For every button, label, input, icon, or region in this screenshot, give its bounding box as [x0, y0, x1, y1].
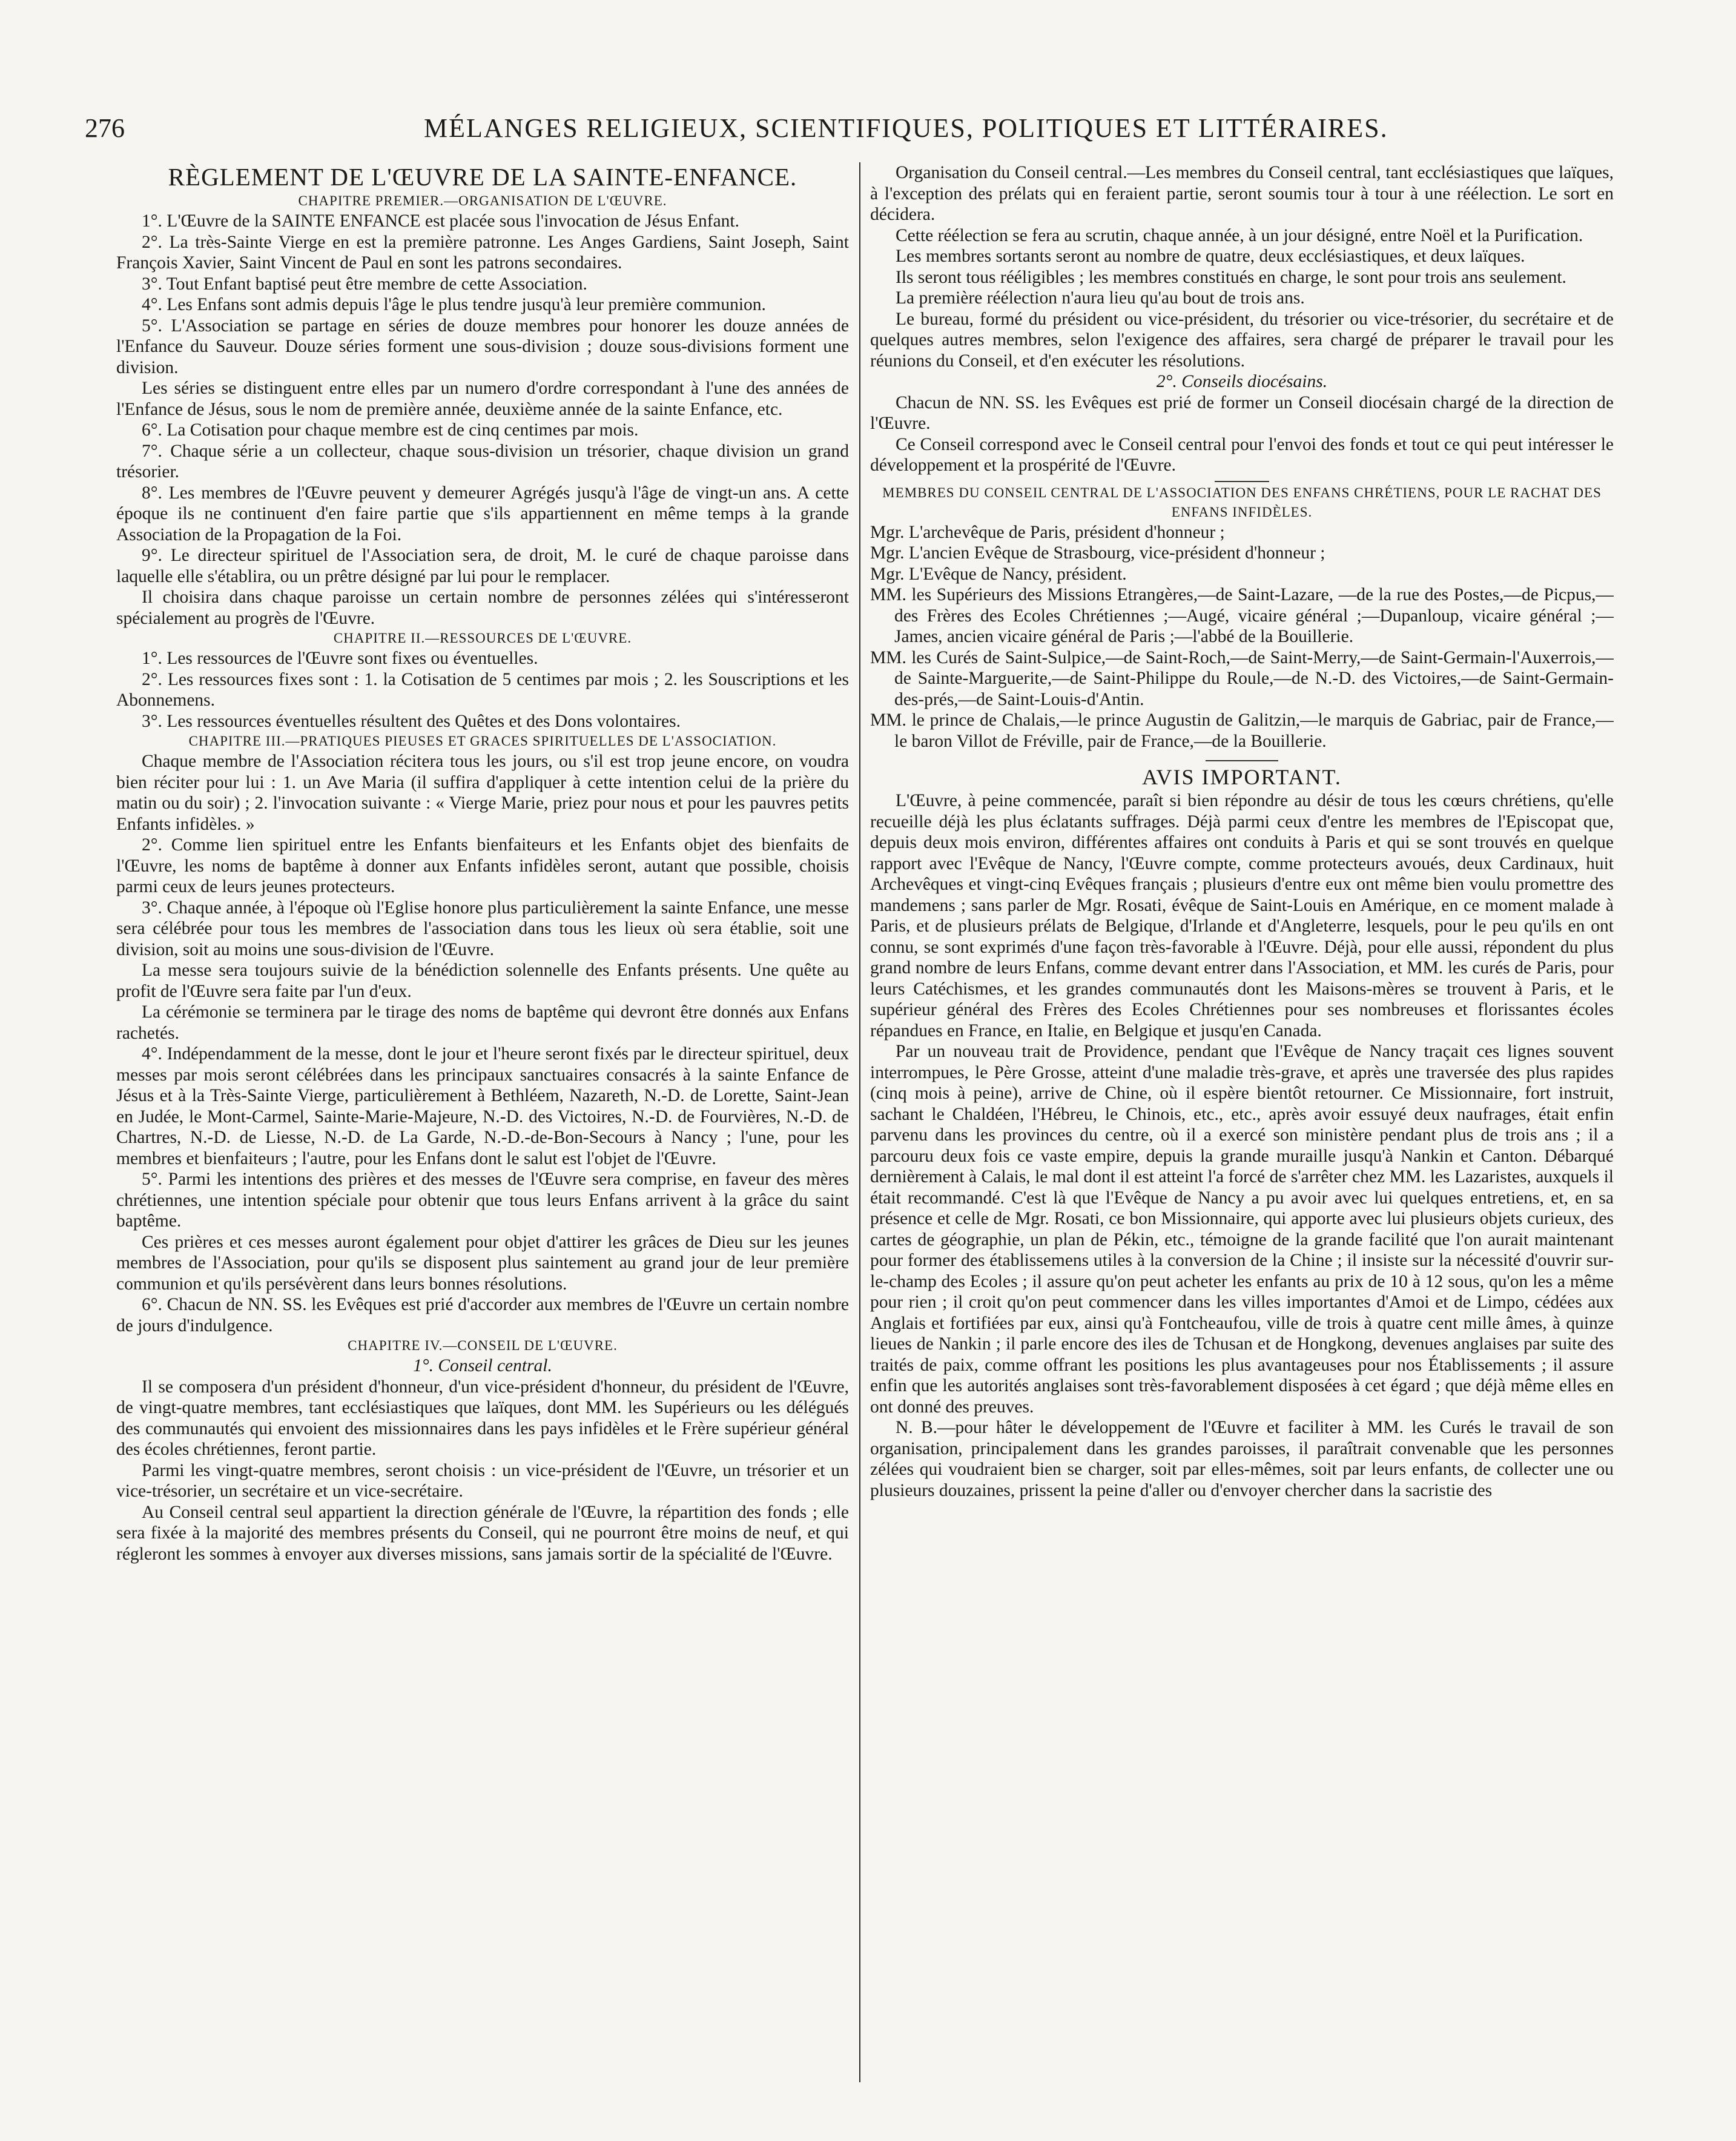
paragraph: 5°. L'Association se partage en séries de douze membres pour honorer les douze années de l'Enfance du Sauveur. Douze séries forment une sous-division ; douze sous-divisions forment une division. — [116, 316, 849, 377]
notice-heading: AVIS IMPORTANT. — [1142, 765, 1342, 789]
paragraph: 3°. Chaque année, à l'époque où l'Eglise honore plus particulièrement la sainte Enfance, une messe sera célébrée pour tous les membres de l'association dans tous les lieux où sera établie, soit une division, soit au moins une sous-division de l'Œuvre. — [116, 898, 849, 959]
paragraph: Cette réélection se fera au scrutin, chaque année, à un jour désigné, entre Noël et la Purification. — [896, 225, 1583, 245]
paragraph: Il choisira dans chaque paroisse un certain nombre de personnes zélées qui s'intéresseront spécialement au progrès de l'Œuvre. — [116, 587, 849, 628]
paragraph: 2°. Les ressources fixes sont : 1. la Cotisation de 5 centimes par mois ; 2. les Souscriptions et les Abonnemens. — [116, 669, 849, 710]
chapter-heading: CHAPITRE II.—RESSOURCES DE L'ŒUVRE. — [333, 630, 632, 646]
paragraph: 5°. Parmi les intentions des prières et des messes de l'Œuvre sera comprise, en faveur des mères chrétiennes, une intention spéciale pour obtenir que tous leurs Enfans arrivent à la grâce du saint baptême. — [116, 1170, 849, 1231]
paragraph: 6°. La Cotisation pour chaque membre est de cinq centimes par mois. — [142, 420, 639, 440]
right-column — [870, 162, 1614, 2082]
paragraph: Au Conseil central seul appartient la direction générale de l'Œuvre, la répartition des fonds ; elle sera fixée à la majorité des membres présents du Conseil, qui ne pourront être moins de neuf, et qui régleront les sommes à envoyer aux diverses missions, sans jamais sortir de la spécialité de l'Œuvre. — [116, 1502, 849, 1564]
page-header — [85, 113, 1659, 149]
paragraph: 2°. La très-Sainte Vierge en est la première patronne. Les Anges Gardiens, Saint Joseph, Saint François Xavier, Saint Vincent de Paul en sont les patrons secondaires. — [116, 232, 849, 273]
paragraph: La messe sera toujours suivie de la bénédiction solennelle des Enfants présents. Une quête au profit de l'Œuvre sera faite par l'un d'eux. — [116, 961, 849, 1001]
subheading: 2°. Conseils diocésains. — [1156, 372, 1328, 391]
paragraph: 1°. Les ressources de l'Œuvre sont fixes ou éventuelles. — [142, 649, 538, 668]
paragraph: 6°. Chacun de NN. SS. les Evêques est prié d'accorder aux membres de l'Œuvre un certain nombre de jours d'indulgence. — [116, 1295, 849, 1335]
paragraph: Chacun de NN. SS. les Evêques est prié de former un Conseil diocésain chargé de la direction de l'Œuvre. — [870, 392, 1614, 433]
paragraph: 3°. Les ressources éventuelles résultent des Quêtes et des Dons volontaires. — [142, 711, 681, 731]
paragraph: La cérémonie se terminera par le tirage des noms de baptême qui devront être donnés aux Enfans rachetés. — [116, 1002, 849, 1043]
paragraph: 7°. Chaque série a un collecteur, chaque sous-division un trésorier, chaque division un grand trésorier. — [116, 441, 849, 481]
paragraph: Il se composera d'un président d'honneur, d'un vice-président d'honneur, du président de l'Œuvre, de vingt-quatre membres, tant ecclésiastiques que laïques, dont MM. les Supérieurs ou les délégués des communautés qui envoient des missionnaires dans les pays infidèles et le Frère supérieur général des écoles chrétiennes, feront partie. — [116, 1377, 849, 1459]
paragraph: N. B.—pour hâter le développement de l'Œuvre et faciliter à MM. les Curés le travail de son organisation, principalement dans les grandes paroisses, il paraîtrait convenable que les personnes zélées qui voudraient bien se charger, soit par elles-mêmes, soit par leurs enfants, de collecter une ou plusieurs douzaines, prissent la peine d'aller ou d'envoyer chercher dans la sacristie des — [870, 1418, 1614, 1500]
paragraph: Ils seront tous rééligibles ; les membres constitués en charge, le sont pour trois ans seulement. — [896, 267, 1566, 287]
paragraph: 2°. Comme lien spirituel entre les Enfants bienfaiteurs et les Enfants objet des bienfaits de l'Œuvre, les noms de baptême à donner aux Enfants infidèles seront, autant que possible, choisis parmi ceux de leurs jeunes protecteurs. — [116, 835, 849, 896]
paragraph: La première réélection n'aura lieu qu'au bout de trois ans. — [896, 288, 1305, 308]
paragraph: 4°. Les Enfans sont admis depuis l'âge le plus tendre jusqu'à leur première communion. — [142, 295, 766, 314]
left-column — [116, 162, 849, 2082]
section-rule — [1215, 481, 1269, 482]
member-entry: MM. le prince de Chalais,—le prince Augustin de Galitzin,—le marquis de Gabriac, pair de France,—le baron Villot de Fréville, pair de France,—de la Bouillerie. — [870, 710, 1614, 751]
paragraph: Ce Conseil correspond avec le Conseil central pour l'envoi des fonds et tout ce qui peut intéresser le développement et la prospérité de l'Œuvre. — [870, 434, 1614, 475]
article-title: RÈGLEMENT DE L'ŒUVRE DE LA SAINTE-ENFANCE. — [168, 163, 797, 191]
paragraph: Parmi les vingt-quatre membres, seront choisis : un vice-président de l'Œuvre, un trésorier et un vice-trésorier, un secrétaire et un vice-secrétaire. — [116, 1460, 849, 1501]
paragraph: 8°. Les membres de l'Œuvre peuvent y demeurer Agrégés jusqu'à l'âge de vingt-un ans. A cette époque ils ne continuent d'en faire partie que s'ils appartiennent en même temps à la grande Association de la Propagation de la Foi. — [116, 483, 849, 544]
member-entry: MM. les Supérieurs des Missions Etrangères,—de Saint-Lazare, —de la rue des Postes,—de Picpus,—des Frères des Ecoles Chrétiennes ;—Augé, vicaire général ;—Dupanloup, vicaire général ;—James, ancien vicaire général de Paris ;—l'abbé de la Bouillerie. — [870, 585, 1614, 646]
member-entry: Mgr. L'archevêque de Paris, président d'honneur ; — [870, 522, 1225, 542]
paragraph: Le bureau, formé du président ou vice-président, du trésorier ou vice-trésorier, du secrétaire et de quelques autres membres, selon l'exigence des affaires, sera chargé de préparer le travail pour les réunions du Conseil, et d'en exécuter les résolutions. — [870, 309, 1614, 371]
paragraph: 1°. L'Œuvre de la SAINTE ENFANCE est placée sous l'invocation de Jésus Enfant. — [142, 211, 739, 231]
paragraph: 4°. Indépendamment de la messe, dont le jour et l'heure seront fixés par le directeur spirituel, deux messes par mois seront célébrées dans les principaux sanctuaires consacrés à la sainte Enfance de Jésus et à la Très-Sainte Vierge, particulièrement à Bethléem, Nazareth, N.-D. de Lorette, Saint-Jean en Judée, le Mont-Carmel, Sainte-Marie-Majeure, N.-D. des Victoires, N.-D. de Fourvières, N.-D. de Chartres, N.-D. de Liesse, N.-D. de La Garde, N.-D.-de-Bon-Secours à Nancy ; l'une, pour les membres et bienfaiteurs ; l'autre, pour les Enfans dont le salut est l'objet de l'Œuvre. — [116, 1044, 849, 1168]
column-divider — [859, 162, 860, 2082]
paragraph: Les séries se distinguent entre elles par un numero d'ordre correspondant à l'une des années de l'Enfance de Jésus, sous le nom de première année, deuxième année de la sainte Enfance, etc. — [116, 379, 849, 419]
subheading: 1°. Conseil central. — [413, 1356, 552, 1375]
page-number: 276 — [85, 113, 125, 143]
running-title: MÉLANGES RELIGIEUX, SCIENTIFIQUES, POLITIQUES ET LITTÉRAIRES. — [424, 113, 1388, 143]
paragraph: Les membres sortants seront au nombre de quatre, deux ecclésiastiques, et deux laïques. — [896, 247, 1525, 266]
member-entry: Mgr. L'ancien Evêque de Strasbourg, vice-président d'honneur ; — [870, 543, 1325, 563]
members-heading: MEMBRES DU CONSEIL CENTRAL DE L'ASSOCIATION DES ENFANS CHRÉTIENS, POUR LE RACHAT DES ENFANS INFIDÈLES. — [882, 485, 1602, 520]
section-rule — [1206, 760, 1278, 761]
paragraph: Chaque membre de l'Association récitera tous les jours, ou s'il est trop jeune encore, on voudra bien réciter pour lui : 1. un Ave Maria (il suffira d'appliquer à cette intention celui de la prière du matin ou du soir) ; 2. l'invocation suivante : « Vierge Marie, priez pour nous et pour les pauvres petits Enfants infidèles. » — [116, 752, 849, 834]
paragraph: Par un nouveau trait de Providence, pendant que l'Evêque de Nancy traçait ces lignes souvent interrompues, le Père Grosse, atteint d'une maladie très-grave, et après une traversée des plus rapides (cinq mois à peine), arrive de Chine, où il espère bientôt retourner. Ce Missionnaire, fort instruit, sachant le Chaldéen, l'Hébreu, le Chinois, etc., etc., après avoir essuyé deux naufrages, était enfin parvenu dans les provinces du centre, où il a exercé son ministère pendant plus de trois ans ; il a parcouru deux fois ce vaste empire, depuis la grande muraille jusqu'à Nankin et Canton. Débarqué dernièrement à Calais, le mal dont il est atteint l'a forcé de s'arrêter chez MM. les Lazaristes, auxquels il était recommandé. C'est là que l'Evêque de Nancy a pu avoir avec lui quelques entretiens, et, en sa présence et celle de Mgr. Rosati, ce bon Missionnaire, qui apporte avec lui plusieurs objets curieux, des cartes de géographie, un plan de Pékin, etc., témoigne de la grande facilité que l'on aurait maintenant pour former des établissemens utiles à la conversion de la Chine ; il insiste sur la nécessité d'ouvrir sur-le-champ des Ecoles ; il assure qu'on peut acheter les enfants au prix de 10 à 12 sous, qu'on les a même pour rien ; il croit qu'on peut commencer dans les villes importantes d'Amoi et de Limpo, cédées aux Anglais et fortifiées par eux, ainsi qu'à Fontcheaufou, ville de trois à quatre cent mille âmes, à quinze lieues de Nankin ; il parle encore des iles de Tchusan et de Hongkong, devenues anglaises par suite des traités de paix, comme offrant les positions les plus avantageuses pour nos Établissements ; il assure enfin que les autorités anglaises sont très-favorablement disposées à cet égard ; que déjà même elles en ont donné des preuves. — [870, 1042, 1614, 1417]
chapter-heading: CHAPITRE PREMIER.—ORGANISATION DE L'ŒUVRE. — [298, 193, 667, 208]
paragraph: L'Œuvre, à peine commencée, paraît si bien répondre au désir de tous les cœurs chrétiens, qu'elle recueille déjà les plus éclatants suffrages. Déjà parmi ceux d'entre les membres de l'Episcopat que, depuis deux mois environ, différentes affaires ont conduits à Paris et qui se sont trouvés en quelque rapport avec l'Evêque de Nancy, l'Œuvre compte, comme protecteurs avoués, deux Cardinaux, huit Archevêques et vingt-cinq Evêques français ; plusieurs d'entre eux ont même bien voulu promettre des mandemens ; sans parler de Mgr. Rosati, évêque de Saint-Louis en Amérique, en ce moment malade à Paris, et de plusieurs prélats de Belgique, d'Irlande et d'Angleterre, lesquels, pour le peu qu'ils en ont connu, se sont exprimés d'une façon très-favorable à l'Œuvre. Déjà, pour elle aussi, répondent du plus grand nombre de leurs Enfans, comme devant entrer dans l'Association, et MM. les curés de Paris, pour leurs Catéchismes, et les grandes communautés dont les Maisons-mères se trouvent à Paris, et le supérieur général des Frères des Ecoles Chrétiennes pour ses nombreuses et florissantes écoles répandues en France, en Italie, en Belgique et jusqu'en Canada. — [870, 791, 1614, 1041]
paragraph: Organisation du Conseil central.—Les membres du Conseil central, tant ecclésiastiques que laïques, à l'exception des prélats qui en feraient partie, seront soumis tour à tour à une réélection. Le sort en décidera. — [870, 163, 1614, 224]
paragraph: 3°. Tout Enfant baptisé peut être membre de cette Association. — [142, 274, 587, 294]
chapter-heading: CHAPITRE IV.—CONSEIL DE L'ŒUVRE. — [348, 1338, 618, 1353]
paragraph: Ces prières et ces messes auront également pour objet d'attirer les grâces de Dieu sur les jeunes membres de l'Association, pour qu'ils se disposent plus saintement au grand jour de leur première communion et qu'ils persévèrent dans leurs bonnes résolutions. — [116, 1232, 849, 1294]
member-entry: Mgr. L'Evêque de Nancy, président. — [870, 564, 1127, 584]
member-entry: MM. les Curés de Saint-Sulpice,—de Saint-Roch,—de Saint-Merry,—de Saint-Germain-l'Auxerrois,—de Sainte-Marguerite,—de Saint-Philippe du Roule,—de N.-D. des Victoires,—de Saint-Germain-des-prés,—de Saint-Louis-d'Antin. — [870, 647, 1614, 709]
chapter-heading: CHAPITRE III.—PRATIQUES PIEUSES ET GRACES SPIRITUELLES DE L'ASSOCIATION. — [188, 733, 777, 749]
paragraph: 9°. Le directeur spirituel de l'Association sera, de droit, M. le curé de chaque paroisse dans laquelle elle s'établira, ou un prêtre désigné par lui pour le remplacer. — [116, 546, 849, 586]
